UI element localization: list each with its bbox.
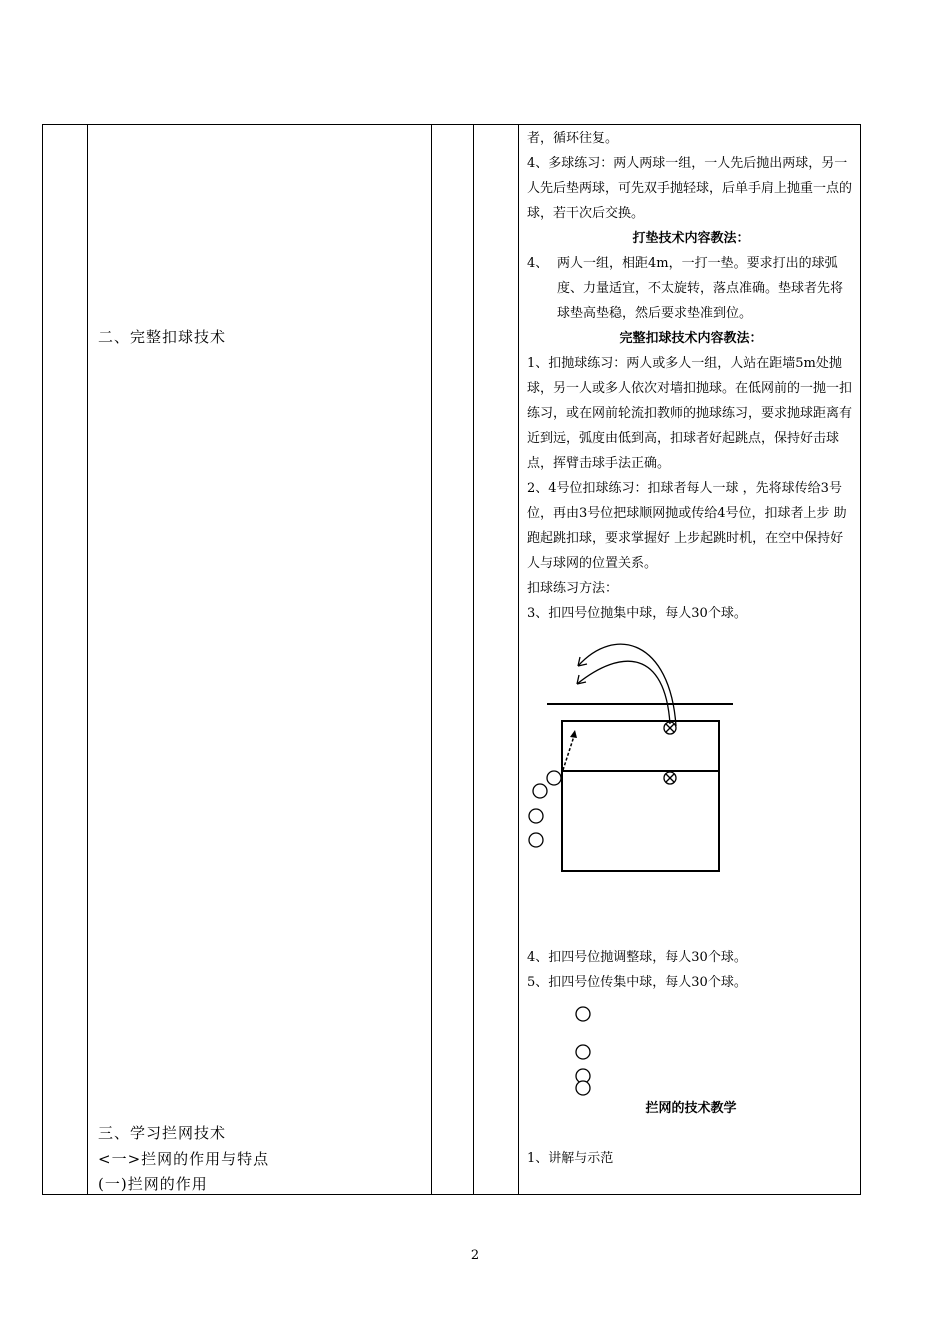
approach-dashed-arrow bbox=[563, 733, 575, 770]
section3-subtitle: <一>拦网的作用与特点 bbox=[98, 1150, 270, 1168]
trajectory-arrow bbox=[577, 661, 670, 724]
section-heading: 完整扣球技术内容教法： bbox=[619, 331, 763, 346]
section3-subsection: (一)拦网的作用 bbox=[98, 1175, 208, 1193]
court-outline bbox=[562, 721, 719, 871]
page-number: 2 bbox=[470, 1248, 480, 1263]
section-heading: 打垫技术内容教法： bbox=[632, 231, 750, 246]
right-text-block-2 bbox=[527, 945, 855, 995]
table-column-divider bbox=[87, 124, 88, 1195]
section2-title: 二、完整扣球技术 bbox=[98, 328, 227, 346]
spike-drill-diagram bbox=[520, 630, 760, 890]
right-text-block-3 bbox=[527, 1096, 855, 1121]
right-text-block-1 bbox=[527, 126, 855, 626]
paragraph: 2、4号位扣球练习：扣球者每人一球 ，先将球传给3号位，再由3号位把球顺网抛或传给4号位，扣球者上步 助跑起跳扣球，要求掌握好 上步起跳时机，在空中保持好人与球网的位置关系。 bbox=[527, 481, 847, 571]
paragraph: 3、扣四号位抛集中球，每人30个球。 bbox=[527, 606, 747, 621]
section-heading: 拦网的技术教学 bbox=[645, 1101, 737, 1116]
paragraph: 者，循环往复。 bbox=[527, 131, 619, 146]
list-number: 4、 bbox=[527, 256, 549, 271]
player-circles bbox=[576, 1007, 590, 1095]
paragraph: 4、扣四号位抛调整球，每人30个球。 bbox=[527, 950, 747, 965]
block-drill-diagram bbox=[570, 1005, 600, 1100]
table-column-divider bbox=[431, 124, 432, 1195]
paragraph: 4、多球练习：两人两球一组，一人先后抛出两球，另一人先后垫两球，可先双手抛轻球，后单手肩上抛重一点的球，若干次后交换。 bbox=[527, 156, 853, 221]
paragraph: 5、扣四号位传集中球，每人30个球。 bbox=[527, 975, 747, 990]
table-column-divider bbox=[473, 124, 474, 1195]
paragraph: 1、讲解与示范 bbox=[527, 1151, 614, 1166]
section3-title: 三、学习拦网技术 bbox=[98, 1124, 227, 1142]
player-marker bbox=[664, 772, 676, 784]
list-text: 两人一组，相距4m，一打一垫。要求打出的球弧度、力量适宜，不太旋转，落点准确。垫球者先将球垫高垫稳，然后要求垫准到位。 bbox=[557, 256, 844, 321]
paragraph: 扣球练习方法： bbox=[527, 581, 619, 596]
right-text-block-4 bbox=[527, 1146, 855, 1171]
list-item bbox=[527, 251, 855, 326]
player-circles bbox=[529, 771, 561, 847]
paragraph: 1、扣抛球练习：两人或多人一组，人站在距墙5m处抛球，另一人或多人依次对墙扣抛球。在低网前的一抛一扣练习，或在网前轮流扣教师的抛球练习，要求抛球距离有近到远，弧度由低到高，扣球者好起跳点，保持好击球点，挥臂击球手法正确。 bbox=[527, 356, 853, 471]
table-column-divider bbox=[518, 124, 519, 1195]
